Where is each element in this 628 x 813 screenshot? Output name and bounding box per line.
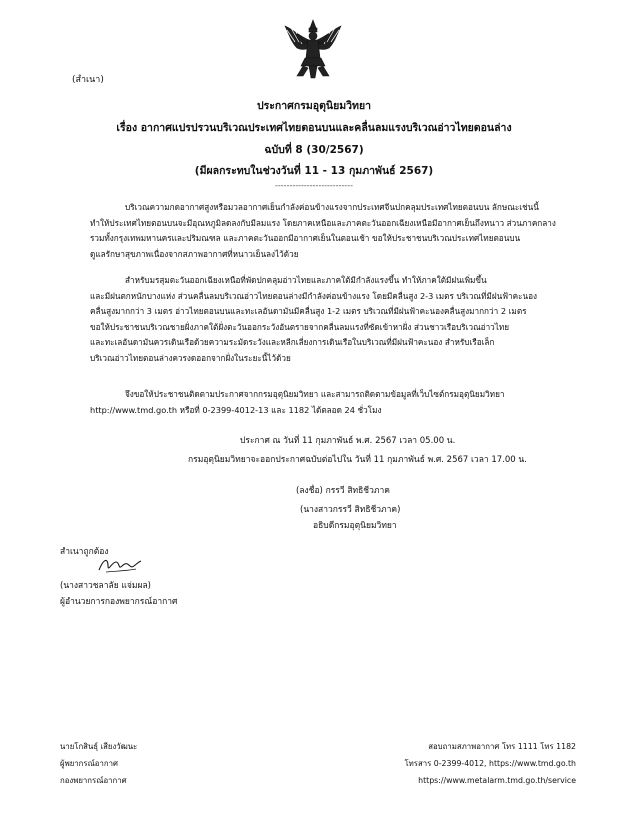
signatory-signed: (ลงชื่อ) กรรวี สิทธิชีวภาค: [296, 486, 390, 496]
footer-contact: [404, 738, 576, 789]
paragraph-line: สำหรับมรสุมตะวันออกเฉียงเหนือที่พัดปกคลุมอ่าวไทยและภาคใต้มีกำลังแรงขึ้น ทำให้ภาคใต้มีฝนเพิ่มขึ้น: [125, 275, 487, 285]
header-divider: ---------------------------: [275, 181, 353, 190]
paragraph-line: จึงขอให้ประชาชนติดตามประกาศจากกรมอุตุนิยมวิทยา และสามารถติดตามข้อมูลที่เว็บไซต์กรมอุตุนิยมวิทยา: [125, 389, 505, 399]
paragraph-line: บริเวณอ่าวไทยตอนล่างควรงดออกจากฝั่งในระยะนี้ไว้ด้วย: [90, 352, 291, 363]
paragraph-cold-air: [90, 200, 556, 262]
paragraph-line: บริเวณความกดอากาศสูงหรือมวลอากาศเย็นกำลังค่อนข้างแรงจากประเทศจีนปกคลุมประเทศไทยตอนบน ลักษณะเช่นนี้: [125, 202, 539, 212]
certified-name: (นางสาวชลาลัย แจ่มผล): [60, 581, 151, 591]
footer-forecaster-division: กองพยากรณ์อากาศ: [60, 776, 127, 785]
certified-copy-label: สำเนาถูกต้อง: [60, 547, 109, 557]
announcement-effective-period: (มีผลกระทบในช่วงวันที่ 11 - 13 กุมภาพันธ์ 2567): [194, 165, 434, 177]
announcement-subject: เรื่อง อากาศแปรปรวนบริเวณประเทศไทยตอนบนและคลื่นลมแรงบริเวณอ่าวไทยตอนล่าง: [116, 122, 512, 134]
footer-contact-metalarm-link[interactable]: https://www.metalarm.tmd.go.th/service: [418, 776, 576, 785]
footer-forecaster-role: ผู้พยากรณ์อากาศ: [60, 759, 118, 768]
certified-position: ผู้อำนวยการกองพยากรณ์อากาศ: [60, 597, 178, 607]
footer-forecaster: [60, 738, 137, 789]
next-issue-datetime: กรมอุตุนิยมวิทยาจะออกประกาศฉบับต่อไปใน วันที่ 11 กุมภาพันธ์ พ.ศ. 2567 เวลา 17.00 น.: [188, 455, 527, 465]
paragraph-line: ขอให้ประชาชนบริเวณชายฝั่งภาคใต้ฝั่งตะวันออกระวังอันตรายจากคลื่นลมแรงที่ซัดเข้าหาฝั่ง ส่วนชาวเรือบริเวณอ่าวไทย: [90, 321, 510, 332]
announcement-issue: ฉบับที่ 8 (30/2567): [264, 144, 364, 156]
paragraph-line: ดูแลรักษาสุขภาพเนื่องจากสภาพอากาศที่หนาวเย็นลงไว้ด้วย: [90, 248, 299, 259]
announced-datetime: ประกาศ ณ วันที่ 11 กุมภาพันธ์ พ.ศ. 2567 เวลา 05.00 น.: [240, 436, 456, 446]
paragraph-line: คลื่นสูงมากกว่า 3 เมตร อ่าวไทยตอนบนและทะเลอันดามันมีคลื่นสูง 1-2 เมตร บริเวณที่มีฝนฟ้าคะนองคลื่นสูงมากกว่า 2 เมตร: [90, 306, 527, 316]
signatory-name: (นางสาวกรรวี สิทธิชีวภาค): [300, 505, 401, 515]
footer-contact-phone: สอบถามสภาพอากาศ โทร 1111 โทร 1182: [428, 742, 576, 751]
announcement-title: ประกาศกรมอุตุนิยมวิทยา: [256, 100, 372, 112]
paragraph-line: และทะเลอันดามันควรเดินเรือด้วยความระมัดระวังและหลีกเลี่ยงการเดินเรือในบริเวณที่มีฝนฟ้าคะนอง สำหรับเรือเล็ก: [90, 337, 495, 347]
paragraph-line: ทำให้ประเทศไทยตอนบนจะมีอุณหภูมิลดลงกับมีลมแรง โดยภาคเหนือและภาคตะวันออกเฉียงเหนือมีอากาศเย็นถึงหนาว ส่วนภาคกลาง: [90, 217, 556, 228]
signatory-position: อธิบดีกรมอุตุนิยมวิทยา: [313, 521, 397, 531]
footer-contact-fax[interactable]: โทรสาร 0-2399-4012, https://www.tmd.go.th: [404, 759, 576, 768]
handwritten-signature-icon: [96, 554, 144, 576]
footer-forecaster-name: นายโกสินธุ์ เสียงวัฒนะ: [60, 742, 138, 751]
paragraph-line: รวมทั้งกรุงเทพมหานครและปริมณฑล และภาคตะวันออกมีอากาศเย็นในตอนเช้า ขอให้ประชาชนบริเวณประเทศไทยตอนบน: [90, 233, 521, 243]
paragraph-monsoon: [90, 273, 550, 366]
paragraph-line: และมีฝนตกหนักบางแห่ง ส่วนคลื่นลมบริเวณอ่าวไทยตอนล่างมีกำลังค่อนข้างแรง โดยมีคลื่นสูง 2-3 เมตร บริเวณที่มีฝนฟ้าคะนอง: [90, 290, 537, 301]
paragraph-follow-up: [90, 387, 550, 418]
copy-mark: (สำเนา): [72, 75, 104, 85]
garuda-emblem-icon: [283, 18, 343, 80]
paragraph-line: http://www.tmd.go.th หรือที่ 0-2399-4012-13 และ 1182 ได้ตลอด 24 ชั่วโมง: [90, 404, 382, 415]
